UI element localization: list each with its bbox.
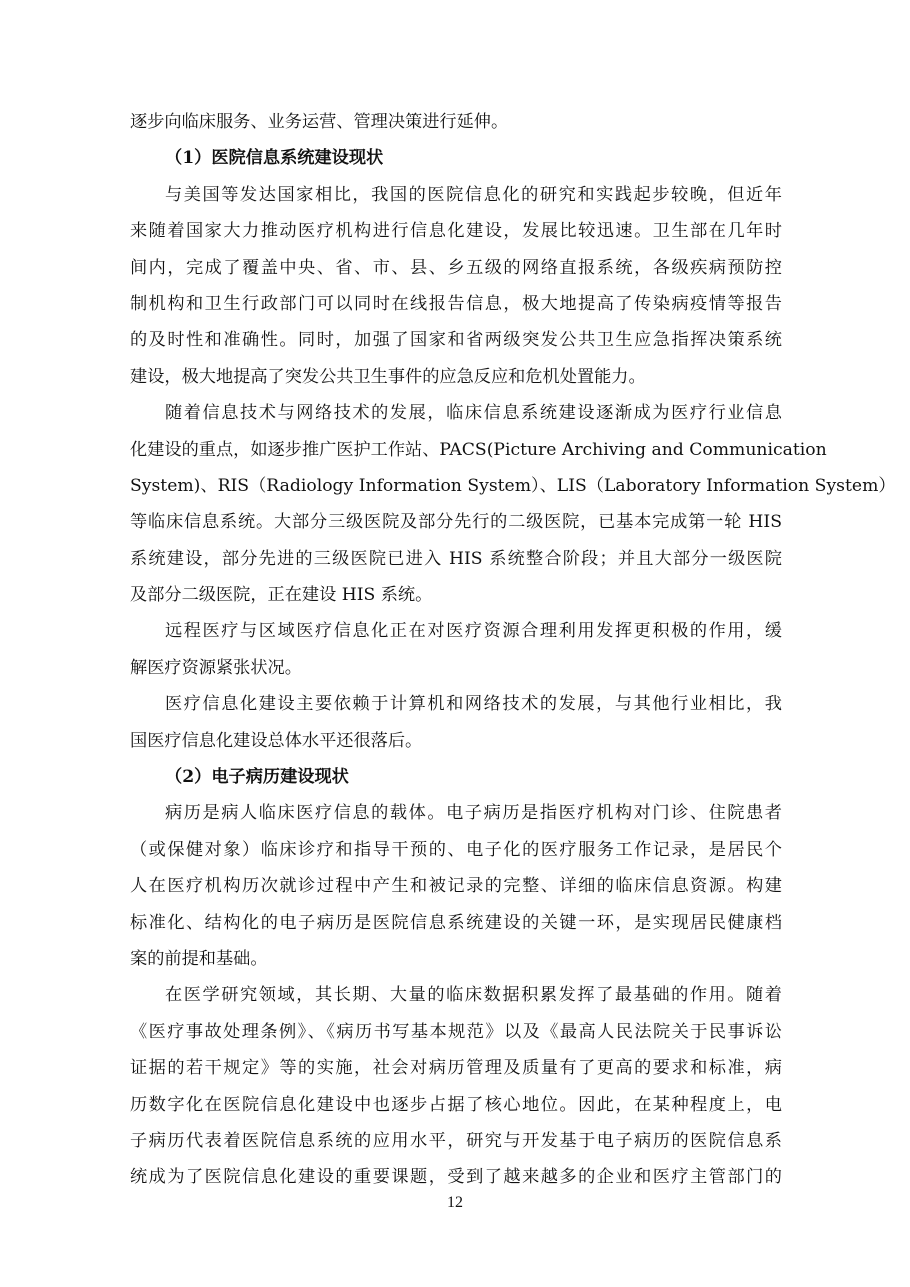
page-number: 12 bbox=[447, 1194, 463, 1211]
text-line: 医疗信息化建设主要依赖于计算机和网络技术的发展，与其他行业相比，我 bbox=[165, 694, 782, 715]
text-line: 等临床信息系统。大部分三级医院及部分先行的二级医院，已基本完成第一轮 HIS bbox=[130, 512, 782, 533]
text-line: 证据的若干规定》等的实施，社会对病历管理及质量有了更高的要求和标准，病 bbox=[130, 1058, 782, 1079]
text-line: 远程医疗与区域医疗信息化正在对医疗资源合理利用发挥更积极的作用，缓 bbox=[165, 621, 782, 642]
section-heading: （2）电子病历建设现状 bbox=[165, 767, 349, 788]
text-line: 案的前提和基础。 bbox=[130, 948, 268, 969]
section-heading: （1）医院信息系统建设现状 bbox=[165, 148, 384, 169]
text-line: 建设，极大地提高了突发公共卫生事件的应急反应和危机处置能力。 bbox=[130, 366, 646, 387]
text-line: 历数字化在医院信息化建设中也逐步占据了核心地位。因此，在某种程度上，电 bbox=[130, 1094, 782, 1115]
text-line: 随着信息技术与网络技术的发展，临床信息系统建设逐渐成为医疗行业信息 bbox=[165, 403, 782, 424]
text-line: 标准化、结构化的电子病历是医院信息系统建设的关键一环，是实现居民健康档 bbox=[130, 912, 782, 933]
text-line: 解医疗资源紧张状况。 bbox=[130, 657, 302, 678]
text-line: 病历是病人临床医疗信息的载体。电子病历是指医疗机构对门诊、住院患者 bbox=[165, 803, 782, 824]
text-line: 国医疗信息化建设总体水平还很落后。 bbox=[130, 730, 423, 751]
text-line: 子病历代表着医院信息系统的应用水平，研究与开发基于电子病历的医院信息系 bbox=[130, 1130, 782, 1151]
text-line: System)、RIS（Radiology Information System）、LIS（Laboratory Information System） bbox=[130, 475, 896, 496]
text-line: 统成为了医院信息化建设的重要课题，受到了越来越多的企业和医疗主管部门的 bbox=[130, 1167, 782, 1188]
body-text bbox=[130, 104, 896, 1196]
text-line: 在医学研究领域，其长期、大量的临床数据积累发挥了最基础的作用。随着 bbox=[165, 985, 782, 1006]
text-line: 及部分二级医院，正在建设 HIS 系统。 bbox=[130, 585, 433, 606]
text-line: 人在医疗机构历次就诊过程中产生和被记录的完整、详细的临床信息资源。构建 bbox=[130, 876, 782, 897]
text-line: 制机构和卫生行政部门可以同时在线报告信息，极大地提高了传染病疫情等报告 bbox=[130, 293, 782, 314]
text-line: 系统建设，部分先进的三级医院已进入 HIS 系统整合阶段；并且大部分一级医院 bbox=[130, 548, 782, 569]
text-line: 逐步向临床服务、业务运营、管理决策进行延伸。 bbox=[130, 112, 509, 132]
text-line: （或保健对象）临床诊疗和指导干预的、电子化的医疗服务工作记录，是居民个 bbox=[130, 839, 782, 860]
text-line: 化建设的重点，如逐步推广医护工作站、PACS(Picture Archiving and Communication bbox=[130, 439, 827, 460]
text-line: 间内，完成了覆盖中央、省、市、县、乡五级的网络直报系统，各级疾病预防控 bbox=[130, 257, 782, 278]
text-line: 来随着国家大力推动医疗机构进行信息化建设，发展比较迅速。卫生部在几年时 bbox=[130, 221, 782, 242]
text-line: 《医疗事故处理条例》、《病历书写基本规范》以及《最高人民法院关于民事诉讼 bbox=[130, 1021, 782, 1042]
text-line: 的及时性和准确性。同时，加强了国家和省两级突发公共卫生应急指挥决策系统 bbox=[130, 330, 782, 351]
text-line: 与美国等发达国家相比，我国的医院信息化的研究和实践起步较晚，但近年 bbox=[165, 184, 782, 205]
